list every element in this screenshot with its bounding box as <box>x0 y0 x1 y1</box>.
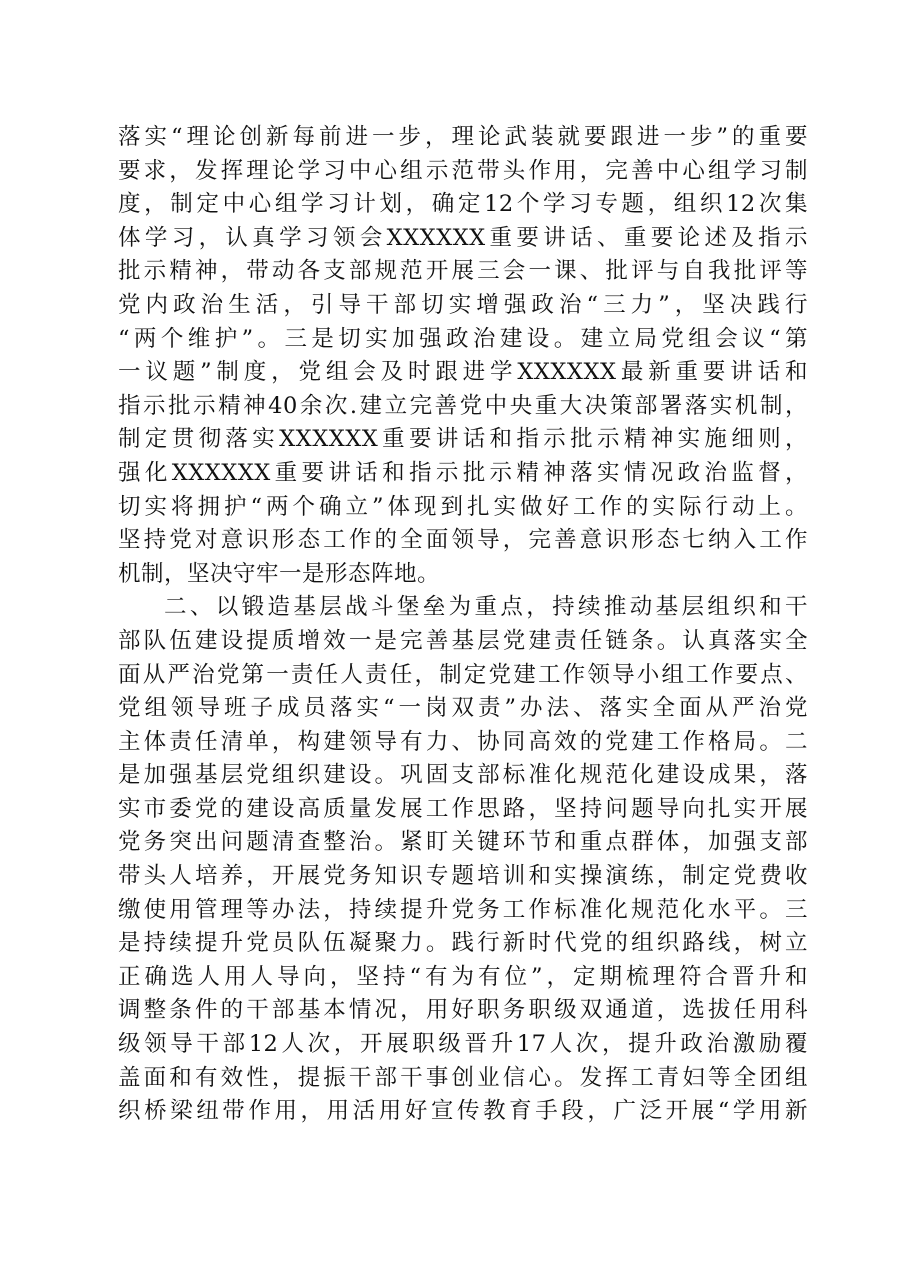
text-line: 级领导干部12人次，开展职级晋升17人次，提升政治激励覆 <box>118 1031 808 1058</box>
document-body <box>118 121 808 1129</box>
text-line: 缴使用管理等办法，持续提升党务工作标准化规范化水平。三 <box>118 896 808 923</box>
text-line: 是持续提升党员队伍凝聚力。践行新时代党的组织路线，树立 <box>118 930 808 957</box>
text-line: “两个维护”。三是切实加强政治建设。建立局党组会议“第 <box>118 325 808 352</box>
text-line: 实市委党的建设高质量发展工作思路，坚持问题导向扎实开展 <box>118 795 808 822</box>
text-line: 部队伍建设提质增效一是完善基层党建责任链条。认真落实全 <box>118 627 808 654</box>
text-line: 强化XXXXXX重要讲话和指示批示精神落实情况政治监督， <box>118 459 808 486</box>
text-line: 是加强基层党组织建设。巩固支部标准化规范化建设成果，落 <box>118 762 808 789</box>
text-line: 盖面和有效性，提振干部干事创业信心。发挥工青妇等全团组 <box>118 1064 808 1091</box>
text-line: 度，制定中心组学习计划，确定12个学习专题，组织12次集 <box>118 191 808 218</box>
text-line: 正确选人用人导向，坚持“有为有位”，定期梳理符合晋升和 <box>118 963 808 990</box>
text-line: 机制，坚决守牢一是形态阵地。 <box>118 560 441 587</box>
text-line: 坚持党对意识形态工作的全面领导，完善意识形态七纳入工作 <box>118 527 808 554</box>
text-line: 调整条件的干部基本情况，用好职务职级双通道，选拔任用科 <box>118 997 808 1024</box>
text-line: 制定贯彻落实XXXXXX重要讲话和指示批示精神实施细则， <box>118 426 808 453</box>
text-line: 落实“理论创新每前进一步，理论武装就要跟进一步”的重要 <box>118 124 808 150</box>
text-line: 一议题”制度，党组会及时跟进学XXXXXX最新重要讲话和 <box>118 359 808 386</box>
text-line: 面从严治党第一责任人责任，制定党建工作领导小组工作要点、 <box>118 661 808 688</box>
text-line: 主体责任清单，构建领导有力、协同高效的党建工作格局。二 <box>118 728 808 755</box>
text-line: 批示精神，带动各支部规范开展三会一课、批评与自我批评等 <box>118 258 808 285</box>
text-line: 带头人培养，开展党务知识专题培训和实操演练，制定党费收 <box>118 863 808 890</box>
text-line: 指示批示精神40余次.建立完善党中央重大决策部署落实机制， <box>118 392 808 419</box>
text-line: 切实将拥护“两个确立”体现到扎实做好工作的实际行动上。 <box>118 493 808 520</box>
text-line: 党内政治生活，引导干部切实增强政治“三力”，坚决践行 <box>118 291 808 318</box>
text-line: 党组领导班子成员落实“一岗双责”办法、落实全面从严治党 <box>118 695 808 722</box>
text-line: 织桥梁纽带作用，用活用好宣传教育手段，广泛开展“学用新 <box>118 1098 808 1125</box>
text-line: 要求，发挥理论学习中心组示范带头作用，完善中心组学习制 <box>118 157 808 184</box>
section-heading-line: 二、以锻造基层战斗堡垒为重点，持续推动基层组织和干 <box>164 594 808 621</box>
text-line: 体学习，认真学习领会XXXXXX重要讲话、重要论述及指示 <box>118 224 808 251</box>
text-line: 党务突出问题清查整治。紧盯关键环节和重点群体，加强支部 <box>118 829 808 856</box>
